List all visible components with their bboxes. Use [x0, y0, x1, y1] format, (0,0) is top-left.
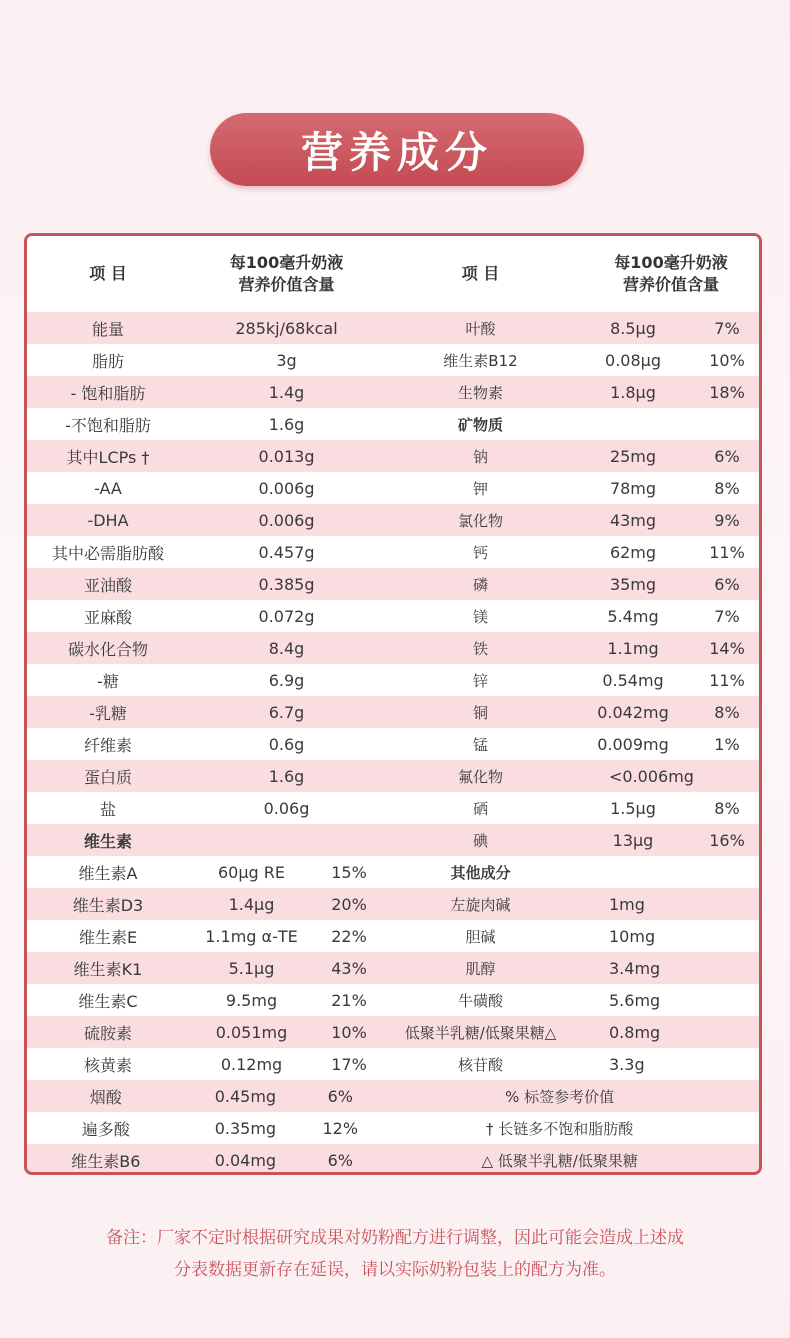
nutrient-name: 其中LCPs †	[66, 447, 150, 467]
nutrient-value: 0.45mg	[214, 1086, 277, 1106]
nutrient-percent: 14%	[709, 638, 745, 658]
nutrient-value: 9.5mg	[225, 990, 278, 1010]
nutrient-value: 35mg	[609, 574, 657, 594]
nutrient-value: 3.4mg	[609, 958, 661, 978]
nutrient-name: 钠	[472, 447, 488, 466]
header-item-left: 项 目	[89, 264, 127, 283]
nutrient-value: 1.8μg	[610, 382, 656, 402]
nutrient-percent: 10%	[709, 350, 745, 370]
nutrient-percent: 18%	[709, 382, 745, 402]
nutrient-percent: 15%	[331, 862, 367, 882]
nutrient-value: 3.3g	[609, 1054, 645, 1074]
nutrient-percent: 6%	[714, 574, 740, 594]
nutrient-value: 0.54mg	[602, 670, 664, 690]
nutrient-name: 核黄素	[83, 1055, 132, 1075]
nutrient-value: 0.006g	[258, 510, 315, 530]
table-row	[27, 1112, 762, 1144]
nutrient-value	[189, 824, 384, 856]
nutrient-value: 5.4mg	[607, 606, 659, 626]
nutrient-name: 牛磺酸	[457, 991, 503, 1010]
legend-note: % 标签参考价值	[505, 1087, 615, 1106]
table-body	[27, 312, 762, 1175]
nutrient-name: 维生素B6	[71, 1151, 141, 1171]
nutrient-value: 0.006g	[258, 478, 315, 498]
nutrient-percent: 10%	[331, 1022, 367, 1042]
table-row	[27, 792, 762, 824]
table-row	[27, 1016, 762, 1048]
nutrient-name: 维生素K1	[73, 959, 143, 979]
nutrient-percent: 16%	[709, 830, 745, 850]
table-row	[27, 984, 762, 1016]
nutrient-percent: 8%	[714, 798, 740, 818]
nutrient-value: 285kj/68kcal	[235, 318, 338, 338]
nutrient-name: 硒	[472, 799, 488, 818]
table-row	[27, 344, 762, 376]
table-row	[27, 568, 762, 600]
nutrient-percent: 6%	[714, 446, 740, 466]
nutrient-name: 脂肪	[91, 351, 124, 371]
table-row	[27, 440, 762, 472]
nutrient-name: 遍多酸	[81, 1119, 130, 1139]
nutrient-value: 0.06g	[263, 798, 310, 818]
nutrient-percent: 22%	[331, 926, 367, 946]
nutrient-value: 0.6g	[268, 734, 305, 754]
table-row	[27, 504, 762, 536]
nutrient-name: 钾	[472, 479, 488, 498]
table-row	[27, 472, 762, 504]
nutrient-value: 1.1mg α-TE	[205, 926, 298, 946]
table-row	[27, 536, 762, 568]
nutrient-value: 0.04mg	[214, 1150, 277, 1170]
nutrient-name: 核苷酸	[457, 1055, 503, 1074]
nutrient-value: 0.08μg	[605, 350, 661, 370]
nutrient-name: 碘	[472, 831, 488, 850]
nutrient-name: 锰	[472, 735, 488, 754]
nutrient-name: -糖	[97, 671, 119, 691]
nutrient-value: 10mg	[609, 926, 656, 946]
nutrient-name: 铜	[472, 703, 488, 722]
header-item-right: 项 目	[461, 264, 500, 283]
nutrient-name: 亚麻酸	[83, 607, 132, 627]
page-title: 营养成分	[300, 127, 493, 177]
nutrient-percent: 11%	[709, 670, 745, 690]
nutrient-value: 0.12mg	[220, 1054, 283, 1074]
nutrient-name: 镁	[472, 607, 488, 626]
nutrient-name: -乳糖	[89, 703, 127, 723]
nutrient-name: 锌	[472, 671, 488, 690]
nutrient-name: 叶酸	[465, 319, 496, 338]
nutrient-name: 维生素D3	[72, 895, 144, 915]
nutrient-value: 1.4g	[268, 382, 305, 402]
nutrient-name: 氯化物	[457, 511, 503, 530]
nutrient-percent: 8%	[714, 478, 740, 498]
nutrient-value: 1.6g	[268, 766, 305, 786]
footer-note	[0, 1222, 790, 1286]
nutrient-value: 0.013g	[258, 446, 315, 466]
legend-note: † 长链多不饱和脂肪酸	[486, 1119, 634, 1138]
nutrient-value: 8.4g	[268, 638, 305, 658]
nutrient-value	[577, 408, 762, 440]
nutrient-value: 25mg	[609, 446, 657, 466]
table-row	[27, 664, 762, 696]
nutrient-name: 胆碱	[465, 927, 496, 946]
nutrient-percent: 1%	[714, 734, 740, 754]
nutrient-value: 0.051mg	[215, 1022, 288, 1042]
nutrient-value: 0.35mg	[214, 1118, 277, 1138]
nutrient-name: 烟酸	[89, 1087, 122, 1107]
nutrient-name: -不饱和脂肪	[65, 415, 151, 435]
nutrient-name: 磷	[472, 575, 488, 594]
footer-line: 备注：厂家不定时根据研究成果对奶粉配方进行调整，因此可能会造成上述成	[106, 1228, 684, 1248]
table-row	[27, 1048, 762, 1080]
nutrient-name: 生物素	[457, 383, 503, 402]
nutrient-name: 碳水化合物	[67, 639, 148, 659]
nutrient-percent: 11%	[709, 542, 745, 562]
nutrient-value: 0.072g	[258, 606, 315, 626]
table-row	[27, 1080, 762, 1112]
nutrient-value: <0.006mg	[609, 766, 694, 786]
nutrient-value: 3g	[276, 350, 297, 370]
nutrient-value: 13μg	[612, 830, 654, 850]
nutrient-value: 0.385g	[258, 574, 315, 594]
nutrient-percent: 21%	[331, 990, 367, 1010]
nutrient-name: 维生素B12	[443, 351, 518, 370]
nutrient-value: 1.1mg	[607, 638, 659, 658]
nutrient-value: 62mg	[609, 542, 657, 562]
nutrient-name: 左旋肉碱	[450, 895, 511, 914]
nutrient-name: 钙	[472, 543, 488, 562]
nutrient-percent: 6%	[327, 1086, 353, 1106]
nutrition-table	[24, 233, 762, 1175]
nutrient-name: 纤维素	[83, 735, 132, 755]
title-banner	[210, 113, 584, 186]
nutrient-percent: 8%	[714, 702, 740, 722]
nutrient-value: 1.5μg	[610, 798, 656, 818]
table-row	[27, 1144, 762, 1175]
nutrient-value: 78mg	[609, 478, 657, 498]
nutrient-name: 亚油酸	[83, 575, 132, 595]
table-row	[27, 920, 762, 952]
nutrient-value: 0.8mg	[609, 1022, 661, 1042]
nutrient-name: 维生素C	[78, 991, 138, 1011]
table-row	[27, 312, 762, 344]
nutrient-name: 铁	[472, 639, 488, 658]
header-value-right: 每100毫升奶液 营养价值含量	[614, 253, 728, 294]
nutrient-name: 维生素	[83, 831, 132, 851]
nutrient-value: 1.6g	[268, 414, 305, 434]
nutrient-value: 0.009mg	[597, 734, 669, 754]
table-row	[27, 632, 762, 664]
nutrient-name: 维生素A	[78, 863, 138, 883]
table-row	[27, 728, 762, 760]
nutrient-percent: 7%	[714, 318, 740, 338]
nutrient-percent: 20%	[331, 894, 367, 914]
legend-note: △ 低聚半乳糖/低聚果糖	[481, 1151, 638, 1170]
nutrient-percent: 9%	[714, 510, 740, 530]
nutrient-value: 5.1μg	[228, 958, 275, 978]
nutrient-percent: 17%	[331, 1054, 367, 1074]
nutrient-name: 其中必需脂肪酸	[51, 543, 164, 563]
nutrient-name: 矿物质	[457, 415, 503, 434]
table-row	[27, 856, 762, 888]
nutrient-value: 0.457g	[258, 542, 315, 562]
nutrient-value: 1mg	[609, 894, 645, 914]
nutrient-value: 1.4μg	[228, 894, 275, 914]
table-row	[27, 760, 762, 792]
nutrient-name: 蛋白质	[83, 767, 132, 787]
nutrient-value	[577, 856, 762, 888]
table-row	[27, 600, 762, 632]
nutrient-percent: 43%	[331, 958, 367, 978]
footer-line: 分表数据更新存在延误，请以实际奶粉包装上的配方为准。	[174, 1260, 616, 1280]
nutrient-name: 盐	[99, 799, 116, 819]
nutrient-name: 硫胺素	[83, 1023, 132, 1043]
nutrient-value: 0.042mg	[597, 702, 669, 722]
nutrient-value: 5.6mg	[609, 990, 661, 1010]
nutrient-name: 维生素E	[78, 927, 138, 947]
table-row	[27, 376, 762, 408]
nutrient-percent: 6%	[327, 1150, 353, 1170]
nutrient-value: 43mg	[609, 510, 657, 530]
nutrient-value: 60μg RE	[217, 862, 285, 882]
nutrient-name: 其他成分	[450, 863, 511, 882]
nutrient-name: 肌醇	[465, 959, 496, 978]
table-row	[27, 888, 762, 920]
nutrient-name: 氟化物	[457, 767, 503, 786]
nutrient-name: -DHA	[87, 510, 129, 530]
nutrient-name: - 饱和脂肪	[70, 383, 146, 403]
nutrient-value: 6.7g	[268, 702, 305, 722]
nutrient-percent: 12%	[322, 1118, 359, 1138]
table-row	[27, 696, 762, 728]
nutrient-value: 8.5μg	[610, 318, 656, 338]
nutrient-percent: 7%	[714, 606, 740, 626]
nutrient-name: 低聚半乳糖/低聚果糖△	[404, 1023, 557, 1042]
header-value-left: 每100毫升奶液 营养价值含量	[229, 253, 344, 294]
table-row	[27, 408, 762, 440]
nutrient-name: 能量	[91, 319, 124, 339]
nutrient-value: 6.9g	[268, 670, 305, 690]
table-row	[27, 824, 762, 856]
table-header	[27, 236, 762, 312]
nutrient-name: -AA	[94, 478, 122, 498]
table-row	[27, 952, 762, 984]
